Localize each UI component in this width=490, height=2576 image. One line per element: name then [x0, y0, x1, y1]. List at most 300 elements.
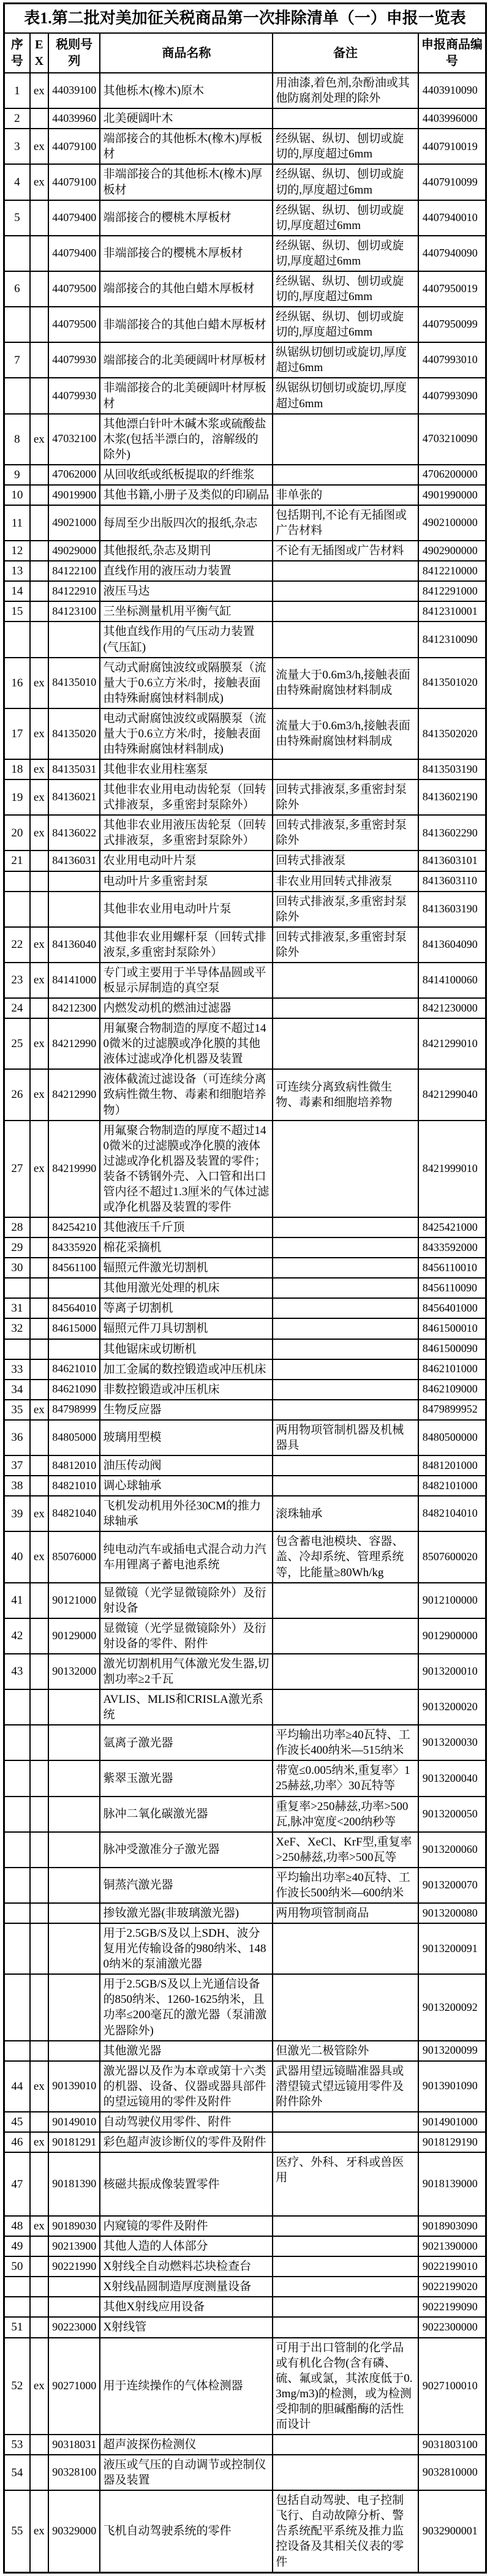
table-row [4, 815, 486, 851]
ex-flag-cell [30, 378, 48, 413]
table-row [4, 2490, 486, 2572]
product-name-cell: 气动式耐腐蚀波纹或隔膜泵（流量大于0.6立方米/时，接触表面由特殊耐腐蚀材料制成) [100, 658, 273, 708]
remark-cell [273, 2317, 418, 2337]
ex-flag-cell [30, 2455, 48, 2490]
table-row [4, 1217, 486, 1237]
table-row [4, 505, 486, 541]
declared-code-cell: 9018139000 [418, 2152, 486, 2216]
ex-flag-cell [30, 1583, 48, 1618]
table-row [4, 1237, 486, 1258]
product-name-cell: 其他激光器 [100, 2041, 273, 2061]
tariff-code-cell [48, 1832, 100, 1868]
remark-cell [273, 1654, 418, 1689]
ex-flag-cell [30, 1420, 48, 1455]
serial-number-cell: 44 [4, 2061, 30, 2112]
table-row [4, 892, 486, 927]
table-body [4, 73, 486, 2572]
serial-number-cell: 1 [4, 73, 30, 108]
declared-code-cell: 8462101000 [418, 1359, 486, 1380]
ex-flag-cell [30, 621, 48, 657]
ex-flag-cell: ex [30, 73, 48, 108]
ex-flag-cell [30, 871, 48, 892]
declared-code-cell: 8421999010 [418, 1121, 486, 1217]
serial-number-cell: 41 [4, 1583, 30, 1618]
tariff-code-cell: 90223000 [48, 2317, 100, 2337]
table-row [4, 1689, 486, 1725]
tariff-code-cell: 84212990 [48, 1069, 100, 1120]
remark-cell [273, 2132, 418, 2152]
serial-number-cell: 53 [4, 2435, 30, 2455]
ex-flag-cell: ex [30, 927, 48, 963]
serial-number-cell [4, 1923, 30, 1974]
declared-code-cell: 9013200050 [418, 1797, 486, 1832]
remark-cell: 纵锯纵切刨切或旋切,厚度超过6mm [273, 378, 418, 413]
table-row [4, 1974, 486, 2040]
table-row [4, 561, 486, 581]
product-name-cell: 从回收纸或纸板提取的纤维浆 [100, 465, 273, 485]
serial-number-cell: 8 [4, 414, 30, 465]
ex-flag-cell [30, 2112, 48, 2132]
remark-cell [273, 1974, 418, 2040]
serial-number-cell: 20 [4, 815, 30, 851]
ex-flag-cell [30, 1476, 48, 1496]
tariff-code-cell: 90271000 [48, 2338, 100, 2435]
product-name-cell: 端部接合的北美硬阔叶材厚板材 [100, 342, 273, 378]
remark-cell: 重复率>250赫兹,功率>500瓦,脉冲宽度<200纳秒等 [273, 1797, 418, 1832]
ex-flag-cell [30, 541, 48, 561]
serial-number-cell: 15 [4, 601, 30, 621]
product-name-cell: 激光器以及作为本章或第十六类的机器、设备、仪器或器具部件的望远镜用的零件及附件 [100, 2061, 273, 2112]
tariff-code-cell: 90328100 [48, 2455, 100, 2490]
declared-code-cell: 8480500000 [418, 1420, 486, 1455]
remark-cell [273, 963, 418, 998]
remark-cell: 回转式排液泵,多重密封泵除外 [273, 815, 418, 851]
table-row [4, 1258, 486, 1278]
tariff-code-cell: 44039100 [48, 73, 100, 108]
product-name-cell: 电动式耐腐蚀波纹或隔膜泵（流量大于0.6立方米/时，接触表面由特殊耐腐蚀材料制成) [100, 708, 273, 759]
table-row [4, 1496, 486, 1531]
declared-code-cell: 9027100010 [418, 2338, 486, 2435]
remark-cell: 回转式排液泵,多重密封泵除外 [273, 927, 418, 963]
remark-cell: XeF、XeCl、KrF型,重复率>250赫兹,功率>500瓦等 [273, 1832, 418, 1868]
declared-code-cell: 9013200010 [418, 1654, 486, 1689]
product-name-cell: 脉冲受激准分子激光器 [100, 1832, 273, 1868]
tariff-code-cell [48, 1868, 100, 1903]
table-row [4, 927, 486, 963]
tariff-code-cell: 49021000 [48, 505, 100, 541]
table-row [4, 200, 486, 236]
declared-code-cell: 8425421000 [418, 1217, 486, 1237]
ex-flag-cell [30, 2152, 48, 2216]
table-row [4, 1069, 486, 1120]
ex-flag-cell: ex [30, 164, 48, 200]
serial-number-cell [4, 621, 30, 657]
declared-code-cell: 8461500010 [418, 1318, 486, 1339]
serial-number-cell: 32 [4, 1318, 30, 1339]
product-name-cell: 棉花采摘机 [100, 1237, 273, 1258]
table-row [4, 1832, 486, 1868]
declared-code-cell: 9022300000 [418, 2317, 486, 2337]
tariff-code-cell: 90213900 [48, 2236, 100, 2256]
serial-number-cell: 35 [4, 1400, 30, 1420]
ex-flag-cell [30, 2435, 48, 2455]
tariff-code-cell [48, 621, 100, 657]
ex-flag-cell [30, 1903, 48, 1923]
serial-number-cell: 27 [4, 1121, 30, 1217]
declared-code-cell: 8413503190 [418, 759, 486, 779]
declared-code-cell: 9013200091 [418, 1923, 486, 1974]
table-row [4, 1298, 486, 1318]
tariff-code-cell: 85076000 [48, 1531, 100, 1582]
product-name-cell: 其他漂白针叶木碱木浆或硫酸盐木浆(包括半漂白的，溶解级的除外) [100, 414, 273, 465]
tariff-code-cell [48, 1278, 100, 1298]
ex-flag-cell [30, 1760, 48, 1796]
tariff-code-cell: 90129000 [48, 1618, 100, 1654]
ex-flag-cell [30, 108, 48, 129]
declared-code-cell: 8412291000 [418, 581, 486, 601]
serial-number-cell: 28 [4, 1217, 30, 1237]
product-name-cell: 飞机自动驾驶系统的零件 [100, 2490, 273, 2572]
table-row [4, 485, 486, 505]
table-row [4, 1400, 486, 1420]
remark-cell: 包括期刊,不论有无插图或广告材料 [273, 505, 418, 541]
serial-number-cell: 30 [4, 1258, 30, 1278]
ex-flag-cell [30, 200, 48, 236]
ex-flag-cell [30, 1725, 48, 1760]
serial-number-cell [4, 378, 30, 413]
column-header-decl: 申报商品编号 [418, 33, 486, 73]
table-row [4, 581, 486, 601]
remark-cell: 经纵锯、纵切、刨切或旋切,厚度超过6mm [273, 200, 418, 236]
table-row [4, 541, 486, 561]
table-row [4, 1121, 486, 1217]
declared-code-cell: 8507600020 [418, 1531, 486, 1582]
serial-number-cell [4, 1760, 30, 1796]
serial-number-cell: 55 [4, 2490, 30, 2572]
remark-cell: 经纵锯、纵切、刨切或旋切的,厚度超过6mm [273, 271, 418, 307]
product-name-cell: 用于2.5GB/S及以上SDH、波分复用光传输设备的980纳米、1480纳米的泵浦激光器 [100, 1923, 273, 1974]
remark-cell: 但激光二极管除外 [273, 2041, 418, 2061]
tariff-code-cell: 84621010 [48, 1359, 100, 1380]
declared-code-cell: 8414100060 [418, 963, 486, 998]
product-name-cell: 脉冲二氧化碳激光器 [100, 1797, 273, 1832]
tariff-code-cell: 90132000 [48, 1654, 100, 1689]
product-name-cell: 飞机发动机用外径30CM的推力球轴承 [100, 1496, 273, 1531]
declared-code-cell: 4407993090 [418, 378, 486, 413]
declared-code-cell: 8421299010 [418, 1018, 486, 1069]
product-name-cell: X射线晶圆制造厚度测量设备 [100, 2277, 273, 2297]
declared-code-cell: 9013200040 [418, 1760, 486, 1796]
product-name-cell: 调心球轴承 [100, 1476, 273, 1496]
serial-number-cell: 47 [4, 2152, 30, 2216]
product-name-cell: 油压传动阀 [100, 1455, 273, 1476]
remark-cell [273, 621, 418, 657]
serial-number-cell [4, 1278, 30, 1298]
declared-code-cell: 8413602290 [418, 815, 486, 851]
product-name-cell: 辐照元件刀具切割机 [100, 1318, 273, 1339]
serial-number-cell [4, 1797, 30, 1832]
declared-code-cell: 9013901090 [418, 2061, 486, 2112]
remark-cell [273, 2216, 418, 2236]
product-name-cell: 用氟聚合物制造的厚度不超过140微米的过滤膜或净化膜的其他液体过滤或净化机器及装置 [100, 1018, 273, 1069]
tariff-code-cell: 84136031 [48, 851, 100, 871]
serial-number-cell [4, 2297, 30, 2317]
ex-flag-cell: ex [30, 1496, 48, 1531]
table-row [4, 307, 486, 342]
tariff-code-cell: 49019900 [48, 485, 100, 505]
declared-code-cell: 9032810000 [418, 2455, 486, 2490]
remark-cell: 非单张的 [273, 485, 418, 505]
table-row [4, 1380, 486, 1400]
table-row [4, 658, 486, 708]
remark-cell [273, 1380, 418, 1400]
product-name-cell: 其他非农业用液压齿轮泵（回转式排液泵，多重密封泵除外） [100, 815, 273, 851]
ex-flag-cell: ex [30, 2216, 48, 2236]
remark-cell: 经纵锯、纵切、刨切或旋切,厚度超过6mm [273, 236, 418, 271]
product-name-cell: 其他非农业用电动叶片泵 [100, 892, 273, 927]
ex-flag-cell [30, 2277, 48, 2297]
product-name-cell: 液体截流过滤设备（可连续分离致病性微生物、毒素和细胞培养物） [100, 1069, 273, 1120]
product-name-cell: 用氟聚合物制造的厚度不超过140微米的过滤膜或净化膜的液体过滤或净化机器及装置的零件；装备不锈钢外壳、入口管和出口管内径不超过1.3厘米的气体过滤或净化机器及装置的零件 [100, 1121, 273, 1217]
declared-code-cell: 8456110010 [418, 1258, 486, 1278]
product-name-cell: 其他锯床或切断机 [100, 1339, 273, 1359]
remark-cell [273, 2112, 418, 2132]
ex-flag-cell: ex [30, 2061, 48, 2112]
serial-number-cell: 46 [4, 2132, 30, 2152]
ex-flag-cell [30, 465, 48, 485]
declared-code-cell: 8481201000 [418, 1455, 486, 1476]
remark-cell: 两用物项管制机器及机械器具 [273, 1420, 418, 1455]
declared-code-cell: 4706200000 [418, 465, 486, 485]
serial-number-cell: 7 [4, 342, 30, 378]
table-row [4, 2455, 486, 2490]
tariff-code-cell: 44079100 [48, 164, 100, 200]
remark-cell [273, 1339, 418, 1359]
serial-number-cell: 17 [4, 708, 30, 759]
tariff-code-cell: 84798999 [48, 1400, 100, 1420]
table-row [4, 1868, 486, 1903]
remark-cell: 流量大于0.6m3/h,接触表面由特殊耐腐蚀材料制成 [273, 708, 418, 759]
product-name-cell: 玻璃用型模 [100, 1420, 273, 1455]
table-row [4, 164, 486, 200]
remark-cell [273, 2297, 418, 2317]
table-row [4, 108, 486, 129]
table-row [4, 1359, 486, 1380]
tariff-code-cell: 90139010 [48, 2061, 100, 2112]
product-name-cell: 其他直线作用的气压动力装置(气压缸) [100, 621, 273, 657]
declared-code-cell: 9012900000 [418, 1618, 486, 1654]
remark-cell: 流量大于0.6m3/h,接触表面由特殊耐腐蚀材料制成 [273, 658, 418, 708]
column-header-ex: EX [30, 33, 48, 73]
ex-flag-cell [30, 1258, 48, 1278]
declared-code-cell: 8412210000 [418, 561, 486, 581]
remark-cell: 经纵锯、纵切、刨切或旋切的,厚度超过6mm [273, 164, 418, 200]
tariff-code-cell: 44079930 [48, 342, 100, 378]
table-row [4, 871, 486, 892]
declared-code-cell: 9014901000 [418, 2112, 486, 2132]
ex-flag-cell: ex [30, 129, 48, 164]
tariff-code-cell: 90149010 [48, 2112, 100, 2132]
product-name-cell: 用于2.5GB/S及以上光通信设备的850纳米、1260-1625纳米，且功率≤200毫瓦的激光器（泵浦激光器除外) [100, 1974, 273, 2040]
declared-code-cell: 4901990000 [418, 485, 486, 505]
product-name-cell: 液压或气压的自动调节或控制仪器及装置 [100, 2455, 273, 2490]
serial-number-cell: 4 [4, 164, 30, 200]
remark-cell [273, 1258, 418, 1278]
table-row [4, 1797, 486, 1832]
ex-flag-cell: ex [30, 779, 48, 815]
tariff-code-cell: 84621090 [48, 1380, 100, 1400]
tariff-code-cell: 84615000 [48, 1318, 100, 1339]
product-name-cell: 核磁共振成像装置零件 [100, 2152, 273, 2216]
ex-flag-cell: ex [30, 2490, 48, 2572]
product-name-cell: 端部接合的其他栎木(橡木)厚板材 [100, 129, 273, 164]
remark-cell [273, 1121, 418, 1217]
tariff-code-cell [48, 1339, 100, 1359]
tariff-code-cell: 84212300 [48, 998, 100, 1018]
declared-code-cell: 8482101000 [418, 1476, 486, 1496]
product-name-cell: 农业用电动叶片泵 [100, 851, 273, 871]
declared-code-cell: 8413603110 [418, 871, 486, 892]
table-row [4, 129, 486, 164]
serial-number-cell [4, 1868, 30, 1903]
tariff-code-cell [48, 2041, 100, 2061]
remark-cell [273, 998, 418, 1018]
product-name-cell: 显微镜（光学显微镜除外）及衍射设备 [100, 1583, 273, 1618]
product-name-cell: 铜蒸汽激光器 [100, 1868, 273, 1903]
tariff-code-cell: 84812010 [48, 1455, 100, 1476]
product-name-cell: 氩离子激光器 [100, 1725, 273, 1760]
table-row [4, 465, 486, 485]
ex-flag-cell [30, 1237, 48, 1258]
remark-cell [273, 601, 418, 621]
serial-number-cell: 40 [4, 1531, 30, 1582]
tariff-code-cell: 84212990 [48, 1018, 100, 1069]
serial-number-cell [4, 892, 30, 927]
product-name-cell: 紫翠玉激光器 [100, 1760, 273, 1796]
declared-code-cell: 8413603101 [418, 851, 486, 871]
serial-number-cell [4, 1903, 30, 1923]
ex-flag-cell [30, 581, 48, 601]
product-name-cell: 非端部接合的其他白蜡木厚板材 [100, 307, 273, 342]
title-row [4, 4, 486, 34]
product-name-cell: 端部接合的樱桃木厚板材 [100, 200, 273, 236]
remark-cell: 非农业用回转式排液泵 [273, 871, 418, 892]
declared-code-cell: 8421299040 [418, 1069, 486, 1120]
table-row [4, 1455, 486, 1476]
declared-code-cell: 9013200020 [418, 1689, 486, 1725]
remark-cell [273, 1400, 418, 1420]
tariff-code-cell: 84136022 [48, 815, 100, 851]
table-row [4, 601, 486, 621]
ex-flag-cell [30, 892, 48, 927]
ex-flag-cell: ex [30, 708, 48, 759]
serial-number-cell: 39 [4, 1496, 30, 1531]
serial-number-cell: 24 [4, 998, 30, 1018]
declared-code-cell: 9013200060 [418, 1832, 486, 1868]
ex-flag-cell [30, 1797, 48, 1832]
table-row [4, 2317, 486, 2337]
table-row [4, 2277, 486, 2297]
product-name-cell: 三坐标测量机用平衡气缸 [100, 601, 273, 621]
remark-cell: 滚珠轴承 [273, 1496, 418, 1531]
remark-cell: 包含蓄电池模块、容器、盖、冷却系统、管理系统等，比能量≥80Wh/kg [273, 1531, 418, 1582]
remark-cell [273, 759, 418, 779]
product-name-cell: X射线全自动燃料芯块检查台 [100, 2256, 273, 2277]
declared-code-cell: 4902100000 [418, 505, 486, 541]
remark-cell [273, 1278, 418, 1298]
remark-cell [273, 1359, 418, 1380]
declared-code-cell: 8412310090 [418, 621, 486, 657]
table-row [4, 2216, 486, 2236]
tariff-code-cell: 84805000 [48, 1420, 100, 1455]
table-row [4, 1476, 486, 1496]
serial-number-cell: 45 [4, 2112, 30, 2132]
product-name-cell: 北美硬阔叶木 [100, 108, 273, 129]
declared-code-cell: 4407940090 [418, 236, 486, 271]
ex-flag-cell [30, 236, 48, 271]
tariff-code-cell: 90121000 [48, 1583, 100, 1618]
declared-code-cell: 9012100000 [418, 1583, 486, 1618]
ex-flag-cell [30, 1654, 48, 1689]
table-row [4, 708, 486, 759]
product-name-cell: 非端部接合的樱桃木厚板材 [100, 236, 273, 271]
ex-flag-cell [30, 601, 48, 621]
ex-flag-cell [30, 1832, 48, 1868]
remark-cell [273, 1618, 418, 1654]
tariff-code-cell: 84141000 [48, 963, 100, 998]
product-name-cell: 内燃发动机的燃油过滤器 [100, 998, 273, 1018]
serial-number-cell: 29 [4, 1237, 30, 1258]
remark-cell: 可用于出口管制的化学品或有机化合物(含有磷、硫、氟或氯，其浓度低于0.3mg/m3)的检测，或为检测受抑制的胆碱酯酶的活性而设计 [273, 2338, 418, 2435]
tariff-code-cell [48, 1725, 100, 1760]
remark-cell [273, 2236, 418, 2256]
remark-cell: 可连续分离致病性微生物、毒素和细胞培养物 [273, 1069, 418, 1120]
tariff-code-cell [48, 1760, 100, 1796]
serial-number-cell [4, 236, 30, 271]
ex-flag-cell: ex [30, 1121, 48, 1217]
ex-flag-cell: ex [30, 963, 48, 998]
remark-cell: 回转式排液泵,多重密封泵除外 [273, 892, 418, 927]
serial-number-cell: 23 [4, 963, 30, 998]
product-name-cell: 辐照元件激光切割机 [100, 1258, 273, 1278]
product-name-cell: 其他报纸,杂志及期刊 [100, 541, 273, 561]
product-name-cell: 自动驾驶仪用零件、附件 [100, 2112, 273, 2132]
tariff-code-cell: 90181390 [48, 2152, 100, 2216]
tariff-code-cell [48, 1903, 100, 1923]
declared-code-cell: 4407940010 [418, 200, 486, 236]
table-row [4, 1318, 486, 1339]
declared-code-cell: 8479899952 [418, 1400, 486, 1420]
page-title: 表1.第二批对美加征关税商品第一次排除清单（一）申报一览表 [4, 4, 486, 34]
table-row [4, 1583, 486, 1618]
product-name-cell: 用于连续操作的气体检测器 [100, 2338, 273, 2435]
remark-cell [273, 2435, 418, 2455]
serial-number-cell: 2 [4, 108, 30, 129]
column-header-note: 备注 [273, 33, 418, 73]
serial-number-cell [4, 1974, 30, 2040]
table-row [4, 2338, 486, 2435]
table-row [4, 73, 486, 108]
declared-code-cell: 4407910099 [418, 164, 486, 200]
ex-flag-cell [30, 1923, 48, 1974]
remark-cell [273, 561, 418, 581]
product-name-cell: 直线作用的液压动力装置 [100, 561, 273, 581]
ex-flag-cell [30, 342, 48, 378]
ex-flag-cell: ex [30, 658, 48, 708]
serial-number-cell: 19 [4, 779, 30, 815]
table-row [4, 1760, 486, 1796]
product-name-cell: 其他X射线应用设备 [100, 2297, 273, 2317]
